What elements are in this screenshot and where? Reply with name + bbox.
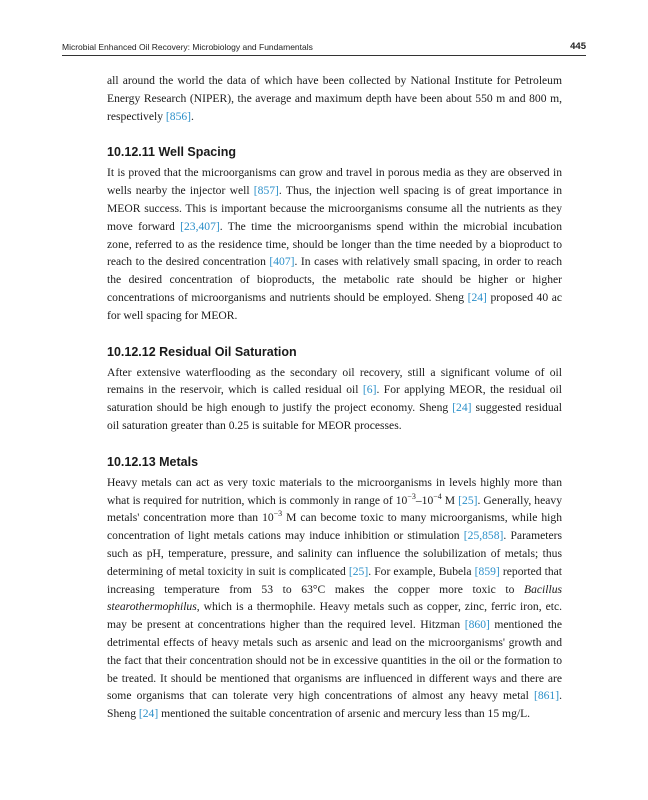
well-spacing-paragraph bbox=[107, 164, 562, 324]
text-run: . In cases with relatively small spacing, in order to reach the desired concentration of bioproducts, the metabolic rate should be higher or higher concentrations of microorganisms and nutrients should be employed. Sheng bbox=[107, 255, 563, 304]
exponent: −3 bbox=[407, 491, 416, 501]
citation-link[interactable]: [6] bbox=[362, 383, 377, 397]
species-name: Bacillus stearothermophilus bbox=[107, 582, 562, 614]
text-run: . Thus, the injection well spacing is of great importance in MEOR success. This is important because the microorganisms consume all the nutrients as they move forward bbox=[107, 184, 562, 233]
text-run: It is proved that the microorganisms can grow and travel in porous media as they are observed in wells nearby the injector well bbox=[107, 166, 562, 198]
citation-link[interactable]: [24] bbox=[467, 290, 487, 304]
citation-link[interactable]: [24] bbox=[452, 401, 472, 415]
text-run: . For applying MEOR, the residual oil saturation should be high enough to justify the project economy. Sheng bbox=[107, 383, 562, 415]
text-run: M bbox=[441, 493, 459, 507]
text-run: proposed 40 ac for well spacing for MEOR. bbox=[107, 290, 562, 322]
section-heading-residual-oil: 10.12.12 Residual Oil Saturation bbox=[107, 344, 297, 359]
text-run: . Sheng bbox=[107, 689, 562, 721]
text-run: –10 bbox=[415, 493, 434, 507]
citation-link[interactable]: [23,407] bbox=[180, 219, 220, 233]
citation-link[interactable]: [24] bbox=[138, 707, 159, 721]
text-run: all around the world the data of which have been collected by National Institute for Petroleum Energy Research (NIPER), the average and maximum depth have been about 550 m and 800 m, respectively bbox=[107, 74, 562, 123]
text-run: , which is a thermophile. Heavy metals such as copper, zinc, ferric iron, etc. may be present at concentrations higher than the required level. Hitzman bbox=[107, 600, 562, 632]
text-run: reported that increasing temperature from 53 to 63°C makes the copper more toxic to bbox=[107, 564, 563, 596]
text-run: Heavy metals can act as very toxic materials to the microorganisms in levels highly more than what is required for nutrition, which is commonly in range of 10 bbox=[107, 475, 562, 507]
citation-link[interactable]: [860] bbox=[464, 618, 490, 632]
text-run: After extensive waterflooding as the secondary oil recovery, still a significant volume of oil remains in the reservoir, which is called residual oil bbox=[107, 365, 562, 397]
residual-oil-paragraph bbox=[107, 364, 562, 435]
citation-link[interactable]: [25,858] bbox=[463, 529, 504, 543]
citation-link[interactable]: [859] bbox=[474, 564, 500, 578]
text-run: . The time the microorganisms spend within the microbial incubation zone, referred to as the residence time, should be longer than the time needed by a bioproduct to reach to the desired concentration bbox=[107, 219, 562, 269]
citation-link[interactable]: [25] bbox=[458, 493, 478, 507]
citation-link[interactable]: [407] bbox=[269, 255, 295, 269]
citation-link[interactable]: [861] bbox=[533, 689, 560, 703]
page-body bbox=[107, 72, 562, 723]
citation-link[interactable]: [856] bbox=[165, 109, 192, 123]
intro-paragraph bbox=[107, 72, 562, 125]
section-heading-well-spacing: 10.12.11 Well Spacing bbox=[107, 145, 237, 160]
text-run: M can become toxic to many microorganisms, while high concentration of light metals cations may induce inhibition or stimulation bbox=[107, 511, 562, 543]
exponent: −4 bbox=[433, 491, 442, 501]
text-run: . For example, Bubela bbox=[368, 564, 475, 578]
citation-link[interactable]: [857] bbox=[253, 184, 279, 198]
running-title: Microbial Enhanced Oil Recovery: Microbiology and Fundamentals bbox=[62, 42, 313, 52]
running-header bbox=[62, 42, 586, 56]
exponent: −3 bbox=[273, 509, 283, 519]
text-run: . Parameters such as pH, temperature, pressure, and salinity can influence the solubilization of metals; thus determining of metal toxicity in suit is complicated bbox=[107, 529, 562, 578]
text-run: suggested residual oil saturation greater than 0.25 is suitable for MEOR processes. bbox=[107, 401, 562, 432]
text-run: mentioned the suitable concentration of arsenic and mercury less than 15 mg/L. bbox=[158, 707, 531, 721]
citation-link[interactable]: [25] bbox=[348, 564, 369, 578]
text-run: . bbox=[191, 109, 194, 123]
section-heading-metals: 10.12.13 Metals bbox=[107, 454, 199, 469]
metals-paragraph bbox=[107, 474, 562, 723]
text-run: . Generally, heavy metals' concentration more than 10 bbox=[107, 493, 562, 525]
page-number: 445 bbox=[570, 41, 586, 52]
text-run: mentioned the detrimental effects of heavy metals such as arsenic and lead on the microorganisms' growth and the fact that their concentration should not be in excessive quantities in the oil or the formation to be treated. It should be mentioned that organisms are influenced in different ways and there are some organisms that can tolerate very high concentrations of almost any heavy metal bbox=[107, 618, 562, 703]
